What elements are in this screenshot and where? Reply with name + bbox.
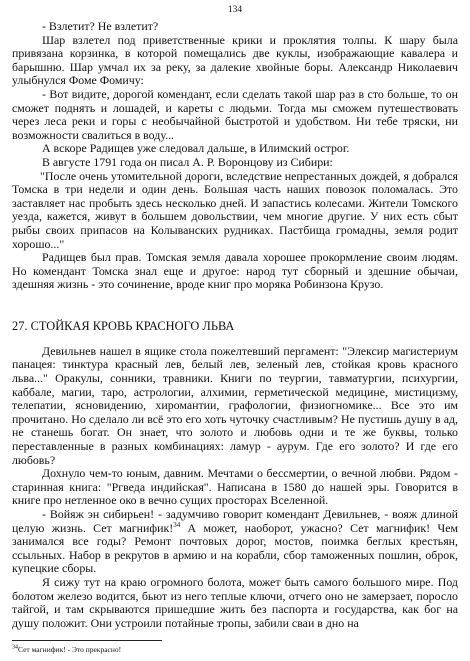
body-text [12, 20, 458, 292]
quoted-letter: "После очень утомительной дороги, вследствие непрестанных дождей, я добрался Томска в три недели и один день. Большая часть наших повозок поломалась. Это заставляет нас пробыть здесь несколько дней. И запастись колесами. Жители Томского уезда, кажется, живут в большем довольствии, чем многие другие. У них есть сбыт рыбы своих припасов на Колыванских рудниках. Пастбища громадны, земля родит хорошо..." [12, 168, 458, 251]
voyage-text: - Войяж эн сибирьен! - задумчиво говорит комендант Девильнев, - вояж длиной целую жизнь. Сет магнифик! [12, 507, 458, 535]
footnote [12, 645, 121, 654]
paragraph: А вскоре Радищев уже следовал дальше, в Илимский острог. [42, 141, 350, 156]
page-number: 134 [227, 5, 243, 15]
voyage-text-continued: А может, наоборот, ужасно? Сет магнифик! Чем занимался все годы? Ремонт почтовых дорог, мостов, поимка беглых крестьян, ссыльных. Набор в рекрутов в армию и на корабли, сбор таможенных пошлин, оброк, купецкие сборы. [12, 520, 458, 576]
paragraph: Девильнев нашел в ящике стола пожелтевший пергамент: "Элексир магистериум панацея: тинктура красный лев, белый лев, зеленый лев, стойкая кровь красного льва..." Оракулы, сонники, травники. Книги по теургии, тавматургии, психургии, каббале, магии, таро, астрологии, алхимии, герметической медицине, мистицизму, телепатии, ясновидению, хиромантии, графологии, физиогномике... Все это им прочитано. Но сделало ли всё это его хоть чуточку счастливым? Не пустишь душу в ад, не станешь богат. Он знает, что золото и любовь одни и те же буквы, только переставленные в разных комбинациях: ламур - аурум. Где его золото? И где его любовь? [12, 343, 458, 467]
paragraph: - Взлетит? Не взлетит? [42, 19, 159, 33]
footnote-number: 34 [12, 644, 18, 651]
chapter-text [12, 345, 458, 630]
paragraph: - Вот видите, дорогой комендант, если сделать такой шар раз в сто больше, то он сможет поднять и лошадей, и кареты с людьми. Тогда мы сможем путешествовать через леса реки и горы с необычайной быстротой и удобством. Ни тебе тряски, ни возможности свалиться в воду... [12, 86, 458, 142]
paragraph: В августе 1791 года он писал А. Р. Воронцову из Сибири: [42, 154, 333, 169]
paragraph: Шар взлетел под приветственные крики и проклятия толпы. К шару была привязана корзинка, в которой помещались две куклы, изображающие кавалера и барышню. Шар умчал их за реку, за далекие хвойные боры. Александр Николаевич улыбнулся Фоме Фомичу: [12, 32, 458, 88]
chapter-title: 27. СТОЙКАЯ КРОВЬ КРАСНОГО ЛЬВА [12, 318, 235, 333]
paragraph: Радищев был прав. Томская земля давала хорошее прокормление своим людям. Но комендант Томска знал еще и другое: народ тут сборный и здешние обычаи, здешняя жизнь - это сочинение, вроде книг про моряка Робинзона Крузо. [12, 250, 458, 292]
paragraph [12, 508, 458, 576]
footnote-divider [12, 640, 162, 641]
paragraph: Я сижу тут на краю огромного болота, может быть самого большого мире. Под болотом железо водится, бьют из него теплые ключи, отчего оно не замерзает, поросло тайгой, и там скрываются пришедшие жить без паспорта и государства, как бог на душу положит. Они устроили потайные тропы, забили сваи в дно на [12, 574, 458, 630]
footnote-reference[interactable]: 34 [173, 520, 181, 529]
footnote-text: Сет магнифик! - Это прекрасно! [18, 645, 122, 654]
paragraph: Дохнуло чем-то юным, давним. Мечтами о бессмертии, о вечной любви. Рядом - старинная книга: "Ргведа индийская". Написана в 1580 до нашей эры. Говорится в книге про нетленное око в вечно сущих просторах Вселенной. [12, 466, 458, 508]
